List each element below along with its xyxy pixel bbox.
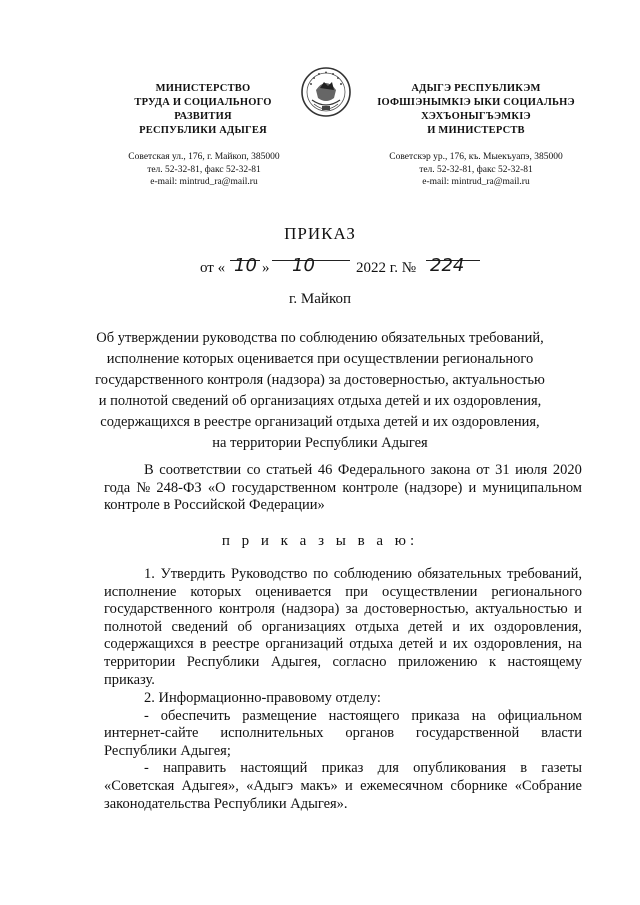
word: 1. <box>144 566 155 582</box>
word: «Советская <box>104 777 175 794</box>
word: отдыха <box>355 618 399 635</box>
email-line: e-mail: mintrud_ra@mail.ru <box>150 177 258 187</box>
word: интернет-сайте <box>104 725 199 742</box>
preamble-line: контроле в Российской Федерации» <box>104 497 325 514</box>
word: для <box>377 760 399 777</box>
word: официальном <box>497 707 582 724</box>
word: организациях <box>261 618 346 635</box>
word: детей <box>408 618 443 635</box>
word: настоящему <box>507 653 582 670</box>
date-mid: » <box>262 260 270 276</box>
item-2-paragraph <box>104 690 582 813</box>
date-day-handwritten: 10 <box>234 255 257 276</box>
ministry-name-line: ХЭХЪОНЫГЪЭМКIЭ <box>421 111 531 122</box>
city-name: г. Майкоп <box>288 291 352 307</box>
word: на <box>471 707 486 724</box>
item-1-line <box>104 584 582 602</box>
word: государственном <box>231 479 337 496</box>
word: Адыгея, <box>270 653 321 670</box>
subject-line: и полнотой сведений об организациях отдыха детей и их оздоровления, <box>98 393 542 409</box>
word: обеспечить <box>160 707 231 724</box>
word: исполнительных <box>220 725 324 742</box>
subject-line: государственного контроля (надзора) за достоверностью, актуальностью <box>95 372 545 388</box>
word: 2020 <box>552 462 582 478</box>
word: 248-ФЗ <box>156 479 202 496</box>
ministry-name-ru <box>108 82 298 138</box>
word: июля <box>515 462 548 478</box>
item-1-line <box>104 601 582 619</box>
preamble-line <box>104 480 582 498</box>
ministry-name-line: АДЫГЭ РЕСПУБЛИКЭМ <box>411 83 541 94</box>
item-2-line <box>104 760 582 778</box>
subject-line: исполнение которых оценивается при осуществлении регионального <box>106 351 534 367</box>
word: государственного <box>104 601 213 618</box>
word: государственной <box>415 725 520 742</box>
word: реестре <box>212 636 260 653</box>
word: настоящий <box>240 760 308 777</box>
word: соответствии <box>159 462 242 478</box>
word: - <box>144 707 149 724</box>
word: в <box>520 760 528 777</box>
phone-line: тел. 52-32-81, факс 52-32-81 <box>147 164 261 175</box>
word: за <box>345 601 358 618</box>
word: 46 <box>317 462 333 478</box>
item-2-line <box>104 725 582 743</box>
subject-line: на территории Республики Адыгея <box>212 435 428 451</box>
item-2-line: законодательства Республики Адыгея». <box>104 795 348 812</box>
contact-block-adyghe <box>366 151 586 189</box>
word: оценивается <box>255 583 332 600</box>
word: актуальностью <box>475 601 568 618</box>
word: - <box>144 760 149 777</box>
word: № <box>136 479 151 496</box>
contact-block-ru <box>104 151 304 189</box>
word: оздоровления, <box>473 636 562 653</box>
word: Утвердить <box>160 566 226 582</box>
phone-line: тел. 52-32-81, факс 52-32-81 <box>419 164 533 175</box>
item-2-line: Республики Адыгея; <box>104 742 231 759</box>
item-1-line: приказу. <box>104 671 155 688</box>
word: их <box>452 636 468 653</box>
address-line: Советская ул., 176, г. Майкоп, 385000 <box>128 152 280 162</box>
order-verb: п р и к а з ы в а ю: <box>221 533 419 549</box>
ministry-name-line: МИНИСТЕРСТВО <box>155 83 251 94</box>
word: размещение <box>242 707 317 724</box>
item-1-paragraph <box>104 566 582 689</box>
word: статьей <box>266 462 313 478</box>
word: в <box>199 636 207 653</box>
subject-line: Об утверждении руководства по соблюдению обязательных требований, <box>96 330 544 346</box>
word: В <box>144 462 154 478</box>
ministry-name-line: ТРУДА И СОЦИАЛЬНОГО <box>134 97 272 108</box>
word: и <box>468 479 477 496</box>
word: отдыха <box>349 636 394 653</box>
word: по <box>313 566 329 582</box>
order-number-handwritten: 224 <box>430 255 465 276</box>
word: приказа <box>411 707 460 724</box>
word: приказ <box>321 760 364 777</box>
word: закона <box>430 462 471 478</box>
document-title: ПРИКАЗ <box>284 224 356 243</box>
word: обязательных <box>417 566 502 582</box>
item-1-line <box>104 636 582 654</box>
item-2-line <box>104 708 582 726</box>
word: детей <box>398 636 434 653</box>
word: исполнение <box>104 583 177 600</box>
word: Республики <box>186 653 260 670</box>
word: ежемесячном <box>360 777 444 794</box>
word: 31 <box>495 462 510 478</box>
word: организаций <box>265 636 344 653</box>
word: об <box>237 618 253 635</box>
word: Федерального <box>337 462 425 478</box>
word: достоверностью, <box>364 601 469 618</box>
word: соблюдению <box>333 566 412 582</box>
word: осуществлении <box>381 583 478 600</box>
preamble-line <box>104 462 582 480</box>
word: требований, <box>507 566 582 582</box>
word: газеты <box>541 760 582 777</box>
ministry-name-adyghe <box>356 82 596 138</box>
item-2-line <box>104 778 582 796</box>
word: и <box>345 777 353 794</box>
ministry-name-line: РЕСПУБЛИКИ АДЫГЕЯ <box>139 125 267 136</box>
word: регионального <box>491 583 582 600</box>
word: «Собрание <box>514 777 582 794</box>
date-prefix: от « <box>200 260 226 276</box>
item-1-line <box>104 619 582 637</box>
address-line: Советскэр ур., 176, къ. Мыекъуапэ, 385000 <box>389 152 563 162</box>
word: (надзора) <box>281 601 340 618</box>
word: и <box>452 618 460 635</box>
word: Адыгея», <box>181 777 239 794</box>
item-1-line <box>104 566 582 584</box>
date-number-line <box>200 255 500 282</box>
word: сборнике <box>450 777 508 794</box>
preamble-paragraph <box>104 462 582 515</box>
coat-of-arms-icon <box>300 64 352 120</box>
order-subject <box>92 328 548 454</box>
item-1-line <box>104 654 582 672</box>
word: настоящего <box>328 707 400 724</box>
date-year-text: 2022 г. № <box>356 260 417 276</box>
word: согласно <box>332 653 387 670</box>
word: их <box>469 618 485 635</box>
word: и <box>439 636 447 653</box>
word: власти <box>541 725 582 742</box>
ministry-name-line: IОФШIЭНЫМКIЭ ЫКИ СОЦИАЛЬНЭ <box>377 97 575 108</box>
word: приложению <box>397 653 478 670</box>
word: года <box>104 479 131 496</box>
word: со <box>246 462 261 478</box>
word: органов <box>345 725 395 742</box>
word: направить <box>163 760 227 777</box>
word: Руководство <box>230 566 308 582</box>
word: сведений <box>171 618 229 635</box>
ministry-name-line: И МИНИСТЕРСТВ <box>427 125 525 136</box>
word: муниципальном <box>482 479 582 496</box>
word: к <box>488 653 497 670</box>
word: от <box>476 462 490 478</box>
word: которых <box>190 583 242 600</box>
word: (надзоре) <box>404 479 463 496</box>
subject-line: содержащихся в реестре организаций отдыха детей и их оздоровления, <box>100 414 540 430</box>
item-2-line: 2. Информационно-правовому отделу: <box>144 690 381 706</box>
word: макъ» <box>300 777 338 794</box>
word: и <box>574 601 582 618</box>
word: территории <box>104 653 176 670</box>
word: «О <box>207 479 226 496</box>
word: на <box>567 636 582 653</box>
word: оздоровления, <box>493 618 582 635</box>
word: контроля <box>218 601 275 618</box>
word: опубликования <box>413 760 507 777</box>
word: «Адыгэ <box>246 777 294 794</box>
ministry-name-line: РАЗВИТИЯ <box>174 111 232 122</box>
word: контроле <box>342 479 399 496</box>
date-month-handwritten: 10 <box>292 255 315 276</box>
word: полнотой <box>104 618 163 635</box>
email-line: e-mail: mintrud_ra@mail.ru <box>422 177 530 187</box>
word: при <box>345 583 369 600</box>
word: содержащихся <box>104 636 194 653</box>
